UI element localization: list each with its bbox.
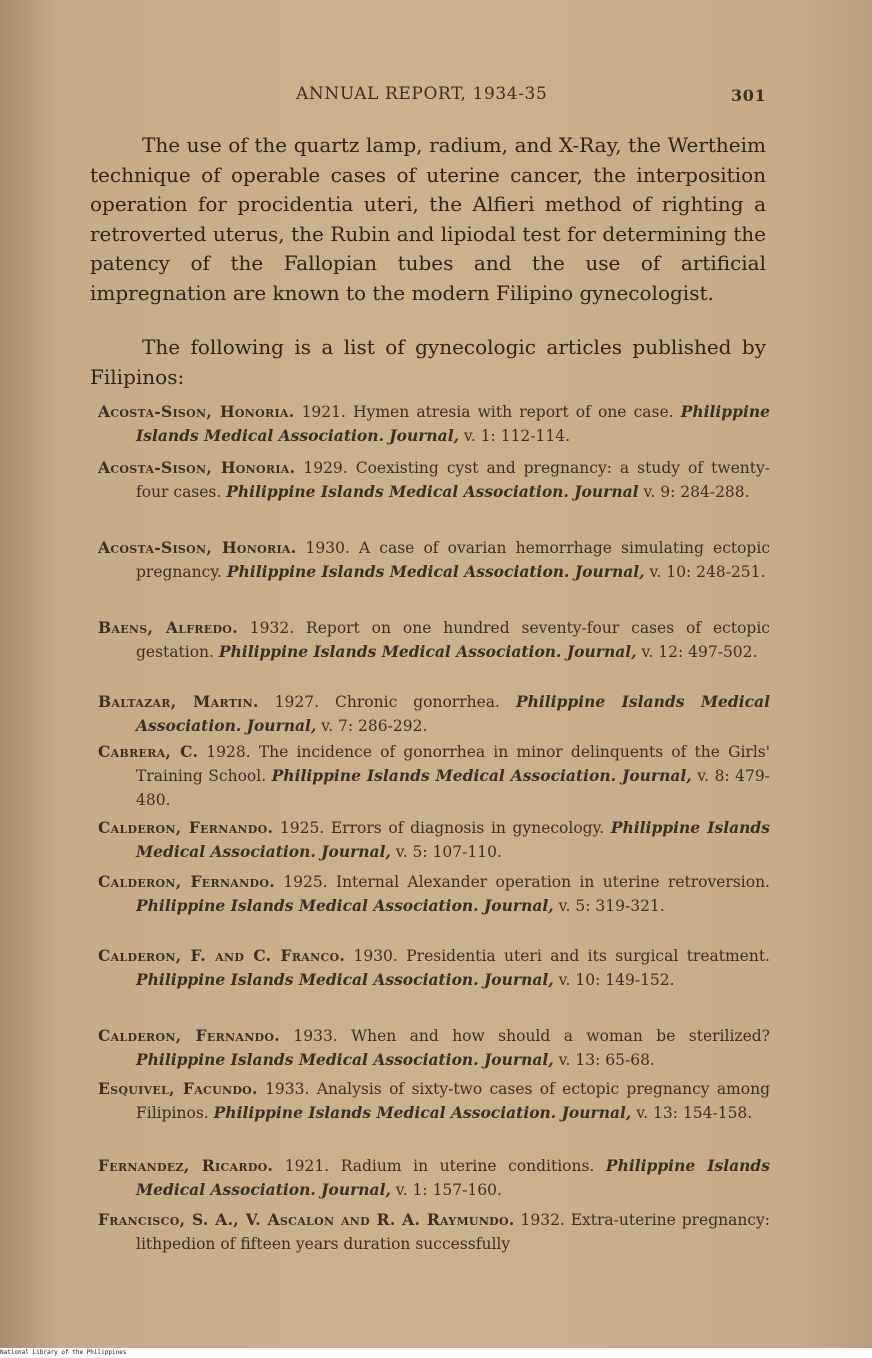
entry-author: Acosta-Sison, Honoria. (98, 458, 296, 477)
footer-credit: National Library of the Philippines (0, 1348, 872, 1358)
entry-journal: Philippine Islands Medical Association. Journal, (271, 766, 692, 785)
entry-text: 1933. When and how should a woman be sterilized? (279, 1027, 770, 1045)
entry-text: 1930. Presidentia uteri and its surgical treatment. (345, 947, 770, 965)
entry-text: 1925. Errors of diagnosis in gynecology. (273, 819, 611, 837)
entry-text: 1928. The incidence of gonorrhea in minor delinquents of the Girls' Training School. (136, 743, 770, 785)
entry-cite: v. 10: 149-152. (553, 971, 675, 989)
entry-author: Calderon, Fernando. (98, 818, 274, 837)
entry-author: Fernandez, Ricardo. (98, 1156, 274, 1175)
bibliography-entry (98, 1077, 770, 1125)
entry-author: Baens, Alfredo. (98, 618, 238, 637)
entry-author: Calderon, Fernando. (98, 872, 275, 891)
entry-cite: v. 5: 107-110. (390, 843, 502, 861)
entry-journal: Philippine Islands Medical Association. Journal, (136, 1156, 770, 1199)
bibliography-entry (98, 1024, 770, 1072)
page-header (0, 84, 872, 110)
entry-journal: Philippine Islands Medical Association. Journal, (226, 562, 645, 581)
page-number: 301 (731, 86, 767, 105)
entry-author: Acosta-Sison, Honoria. (98, 538, 297, 557)
entry-author: Calderon, Fernando. (98, 1026, 280, 1045)
entry-journal: Philippine Islands Medical Association. Journal, (218, 642, 637, 661)
entry-cite: v. 10: 248-251. (644, 563, 766, 581)
entry-text: 1929. Coexisting cyst and pregnancy: a study of twenty-four cases. (136, 459, 770, 501)
bibliography-entry (98, 690, 770, 738)
entry-journal: Philippine Islands Medical Association. Journal, (136, 692, 770, 735)
entry-author: Acosta-Sison, Honoria. (98, 402, 295, 421)
entry-text: 1921. Hymen atresia with report of one case. (294, 403, 681, 421)
entry-text: 1932. Report on one hundred seventy-four cases of ectopic gestation. (136, 619, 770, 661)
bibliography-entry (98, 1208, 770, 1256)
entry-author: Calderon, F. and C. Franco. (98, 946, 346, 965)
body-paragraph: The use of the quartz lamp, radium, and X-Ray, the Wertheim technique of operable cases of uterine cancer, the interposition operation for procidentia uteri, the Alfieri method of righting a retroverted uterus, the Rubin and lipiodal test for determining the patency of the Fallopian tubes and the use of artificial impregnation are known to the modern Filipino gynecologist. (90, 133, 766, 305)
entry-cite: v. 1: 112-114. (459, 427, 571, 445)
entry-journal: Philippine Islands Medical Association. Journal, (213, 1103, 632, 1122)
entry-cite: v. 12: 497-502. (636, 643, 758, 661)
entry-text: 1930. A case of ovarian hemorrhage simulating ectopic pregnancy. (136, 539, 770, 581)
bibliography-entry (98, 456, 770, 504)
entry-cite: v. 7: 286-292. (316, 717, 428, 735)
entry-cite: v. 8: 479-480. (136, 767, 770, 809)
entry-journal: Philippine Islands Medical Association. Journal, (136, 1050, 554, 1069)
bibliography-entry (98, 740, 770, 812)
entry-text: 1927. Chronic gonorrhea. (258, 693, 516, 711)
entry-cite: v. 5: 319-321. (553, 897, 665, 915)
entry-author: Baltazar, Martin. (98, 692, 259, 711)
entry-cite: v. 1: 157-160. (390, 1181, 502, 1199)
body-paragraph: The following is a list of gynecologic articles published by Filipinos: (90, 335, 766, 389)
bibliography-entry (98, 536, 770, 584)
entry-journal: Philippine Islands Medical Association. Journal, (136, 402, 770, 445)
bibliography-entry (98, 944, 770, 992)
entry-author: Cabrera, C. (98, 742, 199, 761)
bibliography-entry (98, 616, 770, 664)
entry-cite: v. 13: 154-158. (631, 1104, 753, 1122)
entry-text: 1921. Radium in uterine conditions. (273, 1157, 606, 1175)
entry-journal: Philippine Islands Medical Association. Journal, (136, 970, 554, 989)
entry-text: 1932. Extra-uterine pregnancy: lithpedion of fifteen years duration successfully (136, 1211, 770, 1253)
entry-journal: Philippine Islands Medical Association. Journal, (136, 896, 554, 915)
bibliography-entry (98, 400, 770, 448)
bibliography-entry (98, 870, 770, 918)
bibliography-entry (98, 1154, 770, 1202)
bibliography-entry (98, 816, 770, 864)
entry-author: Esquivel, Facundo. (98, 1079, 258, 1098)
entry-journal: Philippine Islands Medical Association. Journal (226, 482, 639, 501)
entry-text: 1933. Analysis of sixty-two cases of ectopic pregnancy among Filipinos. (136, 1080, 770, 1122)
entry-text: 1925. Internal Alexander operation in uterine retroversion. (274, 873, 770, 891)
entry-journal: Philippine Islands Medical Association. Journal, (136, 818, 770, 861)
entry-cite: v. 9: 284-288. (638, 483, 750, 501)
running-head: ANNUAL REPORT, 1934-35 (296, 84, 548, 104)
entry-author: Francisco, S. A., V. Ascalon and R. A. Raymundo. (98, 1210, 515, 1229)
entry-cite: v. 13: 65-68. (553, 1051, 655, 1069)
